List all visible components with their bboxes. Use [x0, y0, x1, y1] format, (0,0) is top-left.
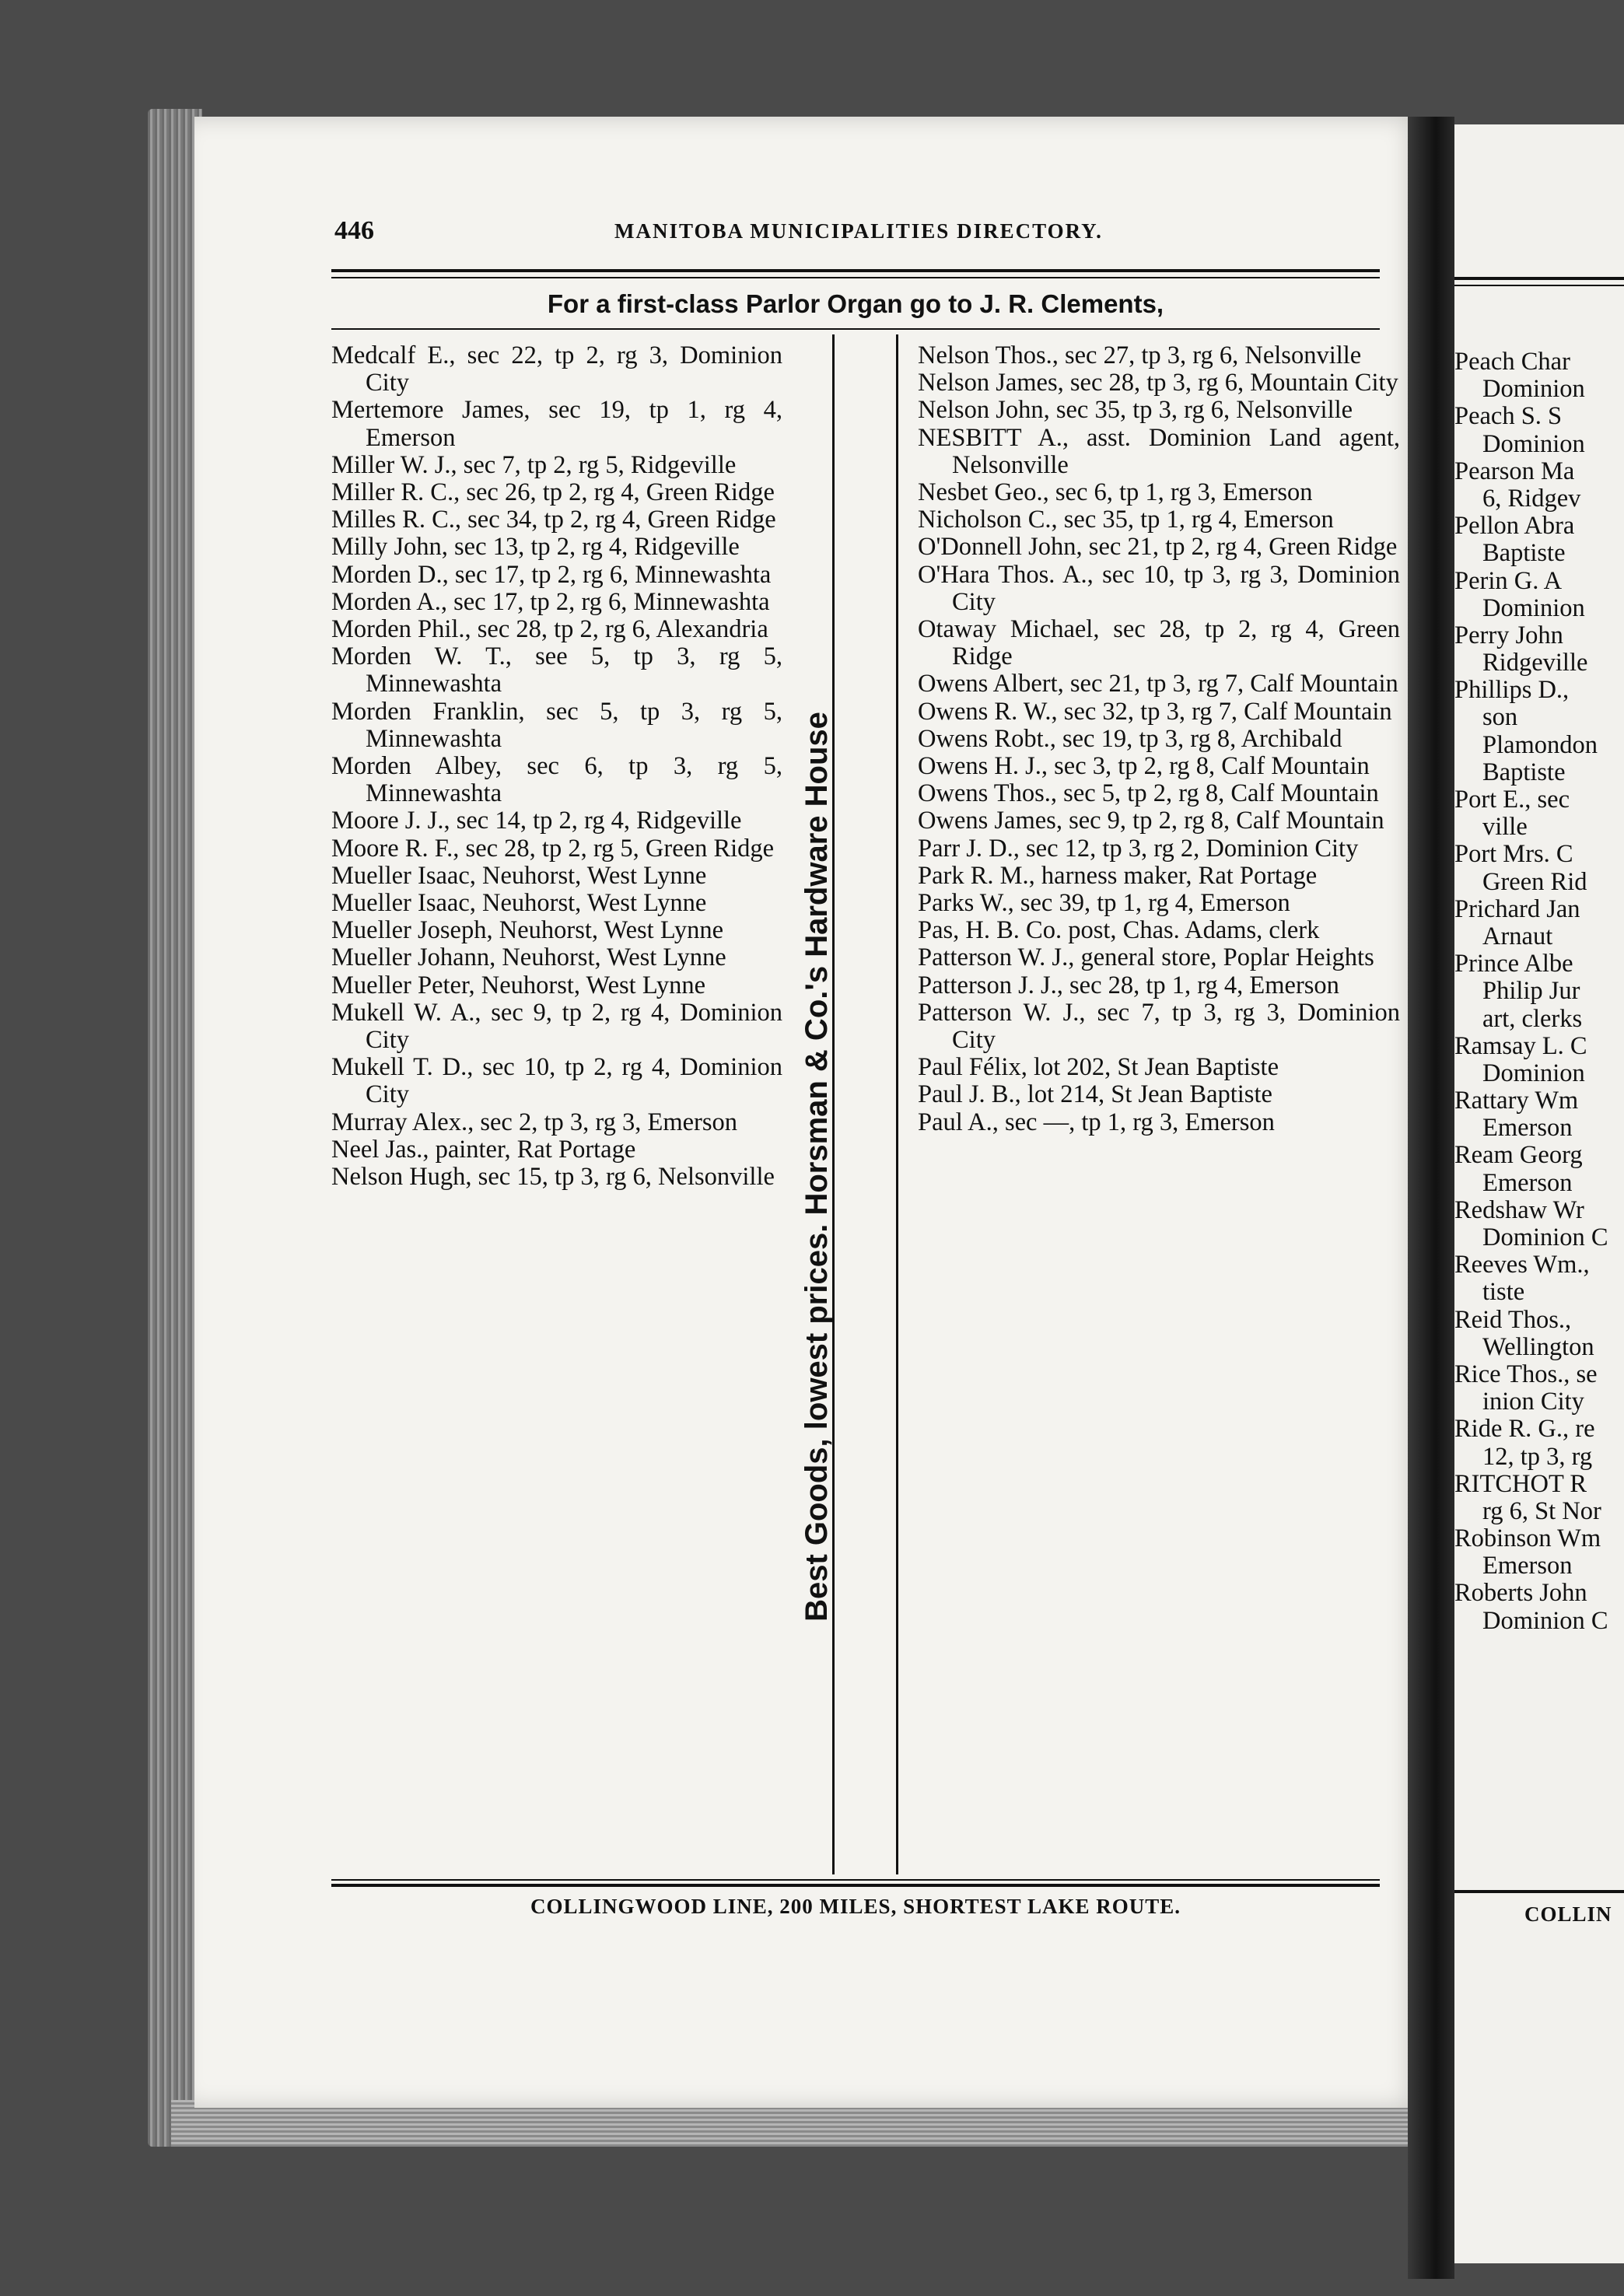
- adjacent-page-line: Robinson Wm: [1454, 1524, 1601, 1553]
- adjacent-page-line: Port E., sec: [1454, 786, 1570, 814]
- adjacent-page-line: Emerson: [1482, 1168, 1573, 1197]
- adjacent-page-line: RITCHOT R: [1454, 1469, 1587, 1498]
- header-rule-bottom: [331, 277, 1380, 278]
- adjacent-page-line: 6, Ridgev: [1482, 484, 1581, 513]
- adjacent-page-line: Prince Albe: [1454, 950, 1573, 978]
- adjacent-page-line: Ride R. G., re: [1454, 1415, 1595, 1444]
- adjacent-page-line: Ramsay L. C: [1454, 1031, 1587, 1060]
- directory-entry: Moore R. F., sec 28, tp 2, rg 5, Green Ridge: [331, 834, 775, 863]
- directory-entry: Mertemore James, sec 19, tp 1, rg 4, Emerson: [331, 396, 782, 452]
- directory-entry: Patterson J. J., sec 28, tp 1, rg 4, Emerson: [918, 971, 1339, 999]
- directory-entry: Nicholson C., sec 35, tp 1, rg 4, Emerson: [918, 506, 1334, 534]
- adjacent-page-line: Prichard Jan: [1454, 894, 1580, 923]
- adjacent-page-line: Dominion: [1482, 593, 1585, 622]
- adjacent-page-line: inion City: [1482, 1388, 1584, 1416]
- directory-entry: Neel Jas., painter, Rat Portage: [331, 1135, 636, 1164]
- directory-entry: Mueller Isaac, Neuhorst, West Lynne: [331, 889, 707, 918]
- adjacent-page-line: Reid Thos.,: [1454, 1305, 1572, 1334]
- adjacent-page-line: Rice Thos., se: [1454, 1360, 1598, 1388]
- adjacent-page-line: Port Mrs. C: [1454, 840, 1573, 869]
- adjacent-page-line: Perin G. A: [1454, 566, 1563, 595]
- directory-entry: Morden A., sec 17, tp 2, rg 6, Minnewashta: [331, 587, 770, 616]
- adjacent-page-line: Pellon Abra: [1454, 512, 1575, 541]
- adjacent-page-line: art, clerks: [1482, 1004, 1583, 1033]
- adjacent-page-line: Rattary Wm: [1454, 1087, 1579, 1115]
- adjacent-footer-rule: [1454, 1890, 1624, 1893]
- directory-entry: Milles R. C., sec 34, tp 2, rg 4, Green Ridge: [331, 506, 776, 534]
- directory-entry: Mueller Isaac, Neuhorst, West Lynne: [331, 861, 707, 890]
- adjacent-page-line: Dominion: [1482, 1059, 1585, 1087]
- page-header: [334, 216, 1377, 252]
- directory-entry: Morden D., sec 17, tp 2, rg 6, Minnewashta: [331, 560, 772, 589]
- directory-entry: Owens Albert, sec 21, tp 3, rg 7, Calf Mountain: [918, 670, 1398, 698]
- footer-rule-bottom: [331, 1884, 1380, 1887]
- adjacent-page-line: Dominion C: [1482, 1606, 1608, 1635]
- directory-entry: Miller W. J., sec 7, tp 2, rg 5, Ridgeville: [331, 450, 737, 479]
- directory-entry: Owens Thos., sec 5, tp 2, rg 8, Calf Mountain: [918, 779, 1379, 808]
- adjacent-page-line: Perry John: [1454, 621, 1563, 649]
- directory-entry: Medcalf E., sec 22, tp 2, rg 3, Dominion City: [331, 341, 782, 397]
- directory-entry: Nelson James, sec 28, tp 3, rg 6, Mountain City: [918, 369, 1398, 397]
- adjacent-page: [1454, 124, 1624, 2263]
- directory-entry: Owens Robt., sec 19, tp 3, rg 8, Archibald: [918, 724, 1342, 753]
- directory-entry: Nelson Hugh, sec 15, tp 3, rg 6, Nelsonville: [331, 1163, 775, 1192]
- directory-entry: Nelson Thos., sec 27, tp 3, rg 6, Nelsonville: [918, 341, 1362, 369]
- adjacent-page-line: Dominion C: [1482, 1223, 1608, 1251]
- book-gutter: [1408, 117, 1454, 2279]
- directory-entry: Owens R. W., sec 32, tp 3, rg 7, Calf Mountain: [918, 697, 1392, 726]
- directory-entry: Otaway Michael, sec 28, tp 2, rg 4, Green Ridge: [918, 615, 1400, 671]
- adjacent-page-line: Plamondon: [1482, 730, 1598, 759]
- adjacent-page-line: Dominion: [1482, 429, 1585, 458]
- adjacent-header-rule-thin: [1454, 285, 1624, 286]
- adjacent-page-line: son: [1482, 703, 1518, 732]
- directory-entry: Pas, H. B. Co. post, Chas. Adams, clerk: [918, 916, 1320, 945]
- adjacent-page-line: Peach S. S: [1454, 402, 1563, 431]
- adjacent-page-line: 12, tp 3, rg: [1482, 1442, 1593, 1471]
- directory-entry: Nelson John, sec 35, tp 3, rg 6, Nelsonville: [918, 396, 1353, 425]
- adjacent-page-line: rg 6, St Nor: [1482, 1496, 1601, 1525]
- directory-entry: Morden Albey, sec 6, tp 3, rg 5, Minnewashta: [331, 752, 782, 808]
- adjacent-page-line: Baptiste: [1482, 758, 1566, 786]
- directory-entry: O'Donnell John, sec 21, tp 2, rg 4, Green Ridge: [918, 533, 1398, 562]
- adjacent-footer: COLLIN: [1524, 1902, 1612, 1926]
- adjacent-page-line: Dominion: [1482, 375, 1585, 404]
- ad-rule: [331, 328, 1380, 330]
- adjacent-page-line: Pearson Ma: [1454, 457, 1575, 485]
- directory-entry: Morden Franklin, sec 5, tp 3, rg 5, Minnewashta: [331, 697, 782, 753]
- directory-entry: Owens H. J., sec 3, tp 2, rg 8, Calf Mountain: [918, 752, 1370, 781]
- adjacent-page-line: Ream Georg: [1454, 1141, 1583, 1170]
- adjacent-page-column: [1454, 348, 1624, 1635]
- adjacent-page-line: Wellington: [1482, 1332, 1594, 1361]
- directory-entry: Mueller Joseph, Neuhorst, West Lynne: [331, 916, 724, 945]
- adjacent-page-line: ville: [1482, 813, 1528, 842]
- side-advertisement-text: Best Goods, lowest prices. Horsman & Co.'s Hardware House: [800, 712, 834, 1622]
- left-column: [331, 342, 782, 1191]
- adjacent-page-line: Peach Char: [1454, 348, 1570, 376]
- adjacent-page-line: Phillips D.,: [1454, 676, 1570, 705]
- directory-entry: Moore J. J., sec 14, tp 2, rg 4, Ridgeville: [331, 807, 742, 835]
- directory-entry: Murray Alex., sec 2, tp 3, rg 3, Emerson: [331, 1108, 738, 1136]
- footer-rule-top: [331, 1879, 1380, 1881]
- directory-entry: Parr J. D., sec 12, tp 3, rg 2, Dominion City: [918, 834, 1359, 863]
- adjacent-page-line: Redshaw Wr: [1454, 1195, 1584, 1224]
- adjacent-page-line: Ridgeville: [1482, 649, 1588, 677]
- directory-entry: Patterson W. J., sec 7, tp 3, rg 3, Dominion City: [918, 998, 1400, 1055]
- column-rule-right: [896, 334, 898, 1874]
- directory-entry: Owens James, sec 9, tp 2, rg 8, Calf Mountain: [918, 807, 1384, 835]
- adjacent-page-line: tiste: [1482, 1278, 1525, 1307]
- adjacent-page-line: Baptiste: [1482, 539, 1566, 568]
- directory-entry: NESBITT A., asst. Dominion Land agent, Nelsonville: [918, 423, 1400, 479]
- directory-entry: Patterson W. J., general store, Poplar Heights: [918, 943, 1374, 972]
- adjacent-page-line: Green Rid: [1482, 867, 1587, 896]
- directory-entry: Miller R. C., sec 26, tp 2, rg 4, Green Ridge: [331, 478, 775, 507]
- directory-entry: Paul J. B., lot 214, St Jean Baptiste: [918, 1080, 1272, 1109]
- directory-entry: Nesbet Geo., sec 6, tp 1, rg 3, Emerson: [918, 478, 1313, 507]
- adjacent-page-line: Emerson: [1482, 1114, 1573, 1143]
- header-rule-top: [331, 269, 1380, 272]
- directory-entry: Morden W. T., see 5, tp 3, rg 5, Minnewashta: [331, 642, 782, 698]
- adjacent-page-line: Emerson: [1482, 1552, 1573, 1580]
- page-number: 446: [334, 216, 374, 245]
- running-head: MANITOBA MUNICIPALITIES DIRECTORY.: [614, 219, 1103, 243]
- directory-entry: Paul A., sec —, tp 1, rg 3, Emerson: [918, 1108, 1275, 1136]
- directory-entry: Mueller Johann, Neuhorst, West Lynne: [331, 943, 726, 972]
- adjacent-page-line: Arnaut: [1482, 922, 1553, 950]
- adjacent-page-line: Reeves Wm.,: [1454, 1251, 1590, 1279]
- right-column: [918, 342, 1400, 1136]
- directory-entry: Morden Phil., sec 28, tp 2, rg 6, Alexandria: [331, 615, 768, 644]
- directory-entry: Mueller Peter, Neuhorst, West Lynne: [331, 971, 706, 999]
- directory-entry: O'Hara Thos. A., sec 10, tp 3, rg 3, Dominion City: [918, 560, 1400, 616]
- bottom-advertisement: COLLINGWOOD LINE, 200 MILES, SHORTEST LAKE ROUTE.: [530, 1895, 1181, 1918]
- adjacent-header-rule: [1454, 277, 1624, 280]
- directory-entry: Paul Félix, lot 202, St Jean Baptiste: [918, 1053, 1279, 1082]
- directory-page: [194, 117, 1423, 2108]
- adjacent-page-line: Roberts John: [1454, 1579, 1587, 1608]
- adjacent-page-line: Philip Jur: [1482, 977, 1580, 1006]
- directory-entry: Parks W., sec 39, tp 1, rg 4, Emerson: [918, 889, 1290, 918]
- directory-entry: Milly John, sec 13, tp 2, rg 4, Ridgeville: [331, 533, 740, 562]
- directory-entry: Park R. M., harness maker, Rat Portage: [918, 861, 1318, 890]
- directory-entry: Mukell T. D., sec 10, tp 2, rg 4, Dominion City: [331, 1053, 782, 1109]
- top-advertisement: For a first-class Parlor Organ go to J. R. Clements,: [547, 289, 1164, 318]
- directory-entry: Mukell W. A., sec 9, tp 2, rg 4, Dominion City: [331, 998, 782, 1055]
